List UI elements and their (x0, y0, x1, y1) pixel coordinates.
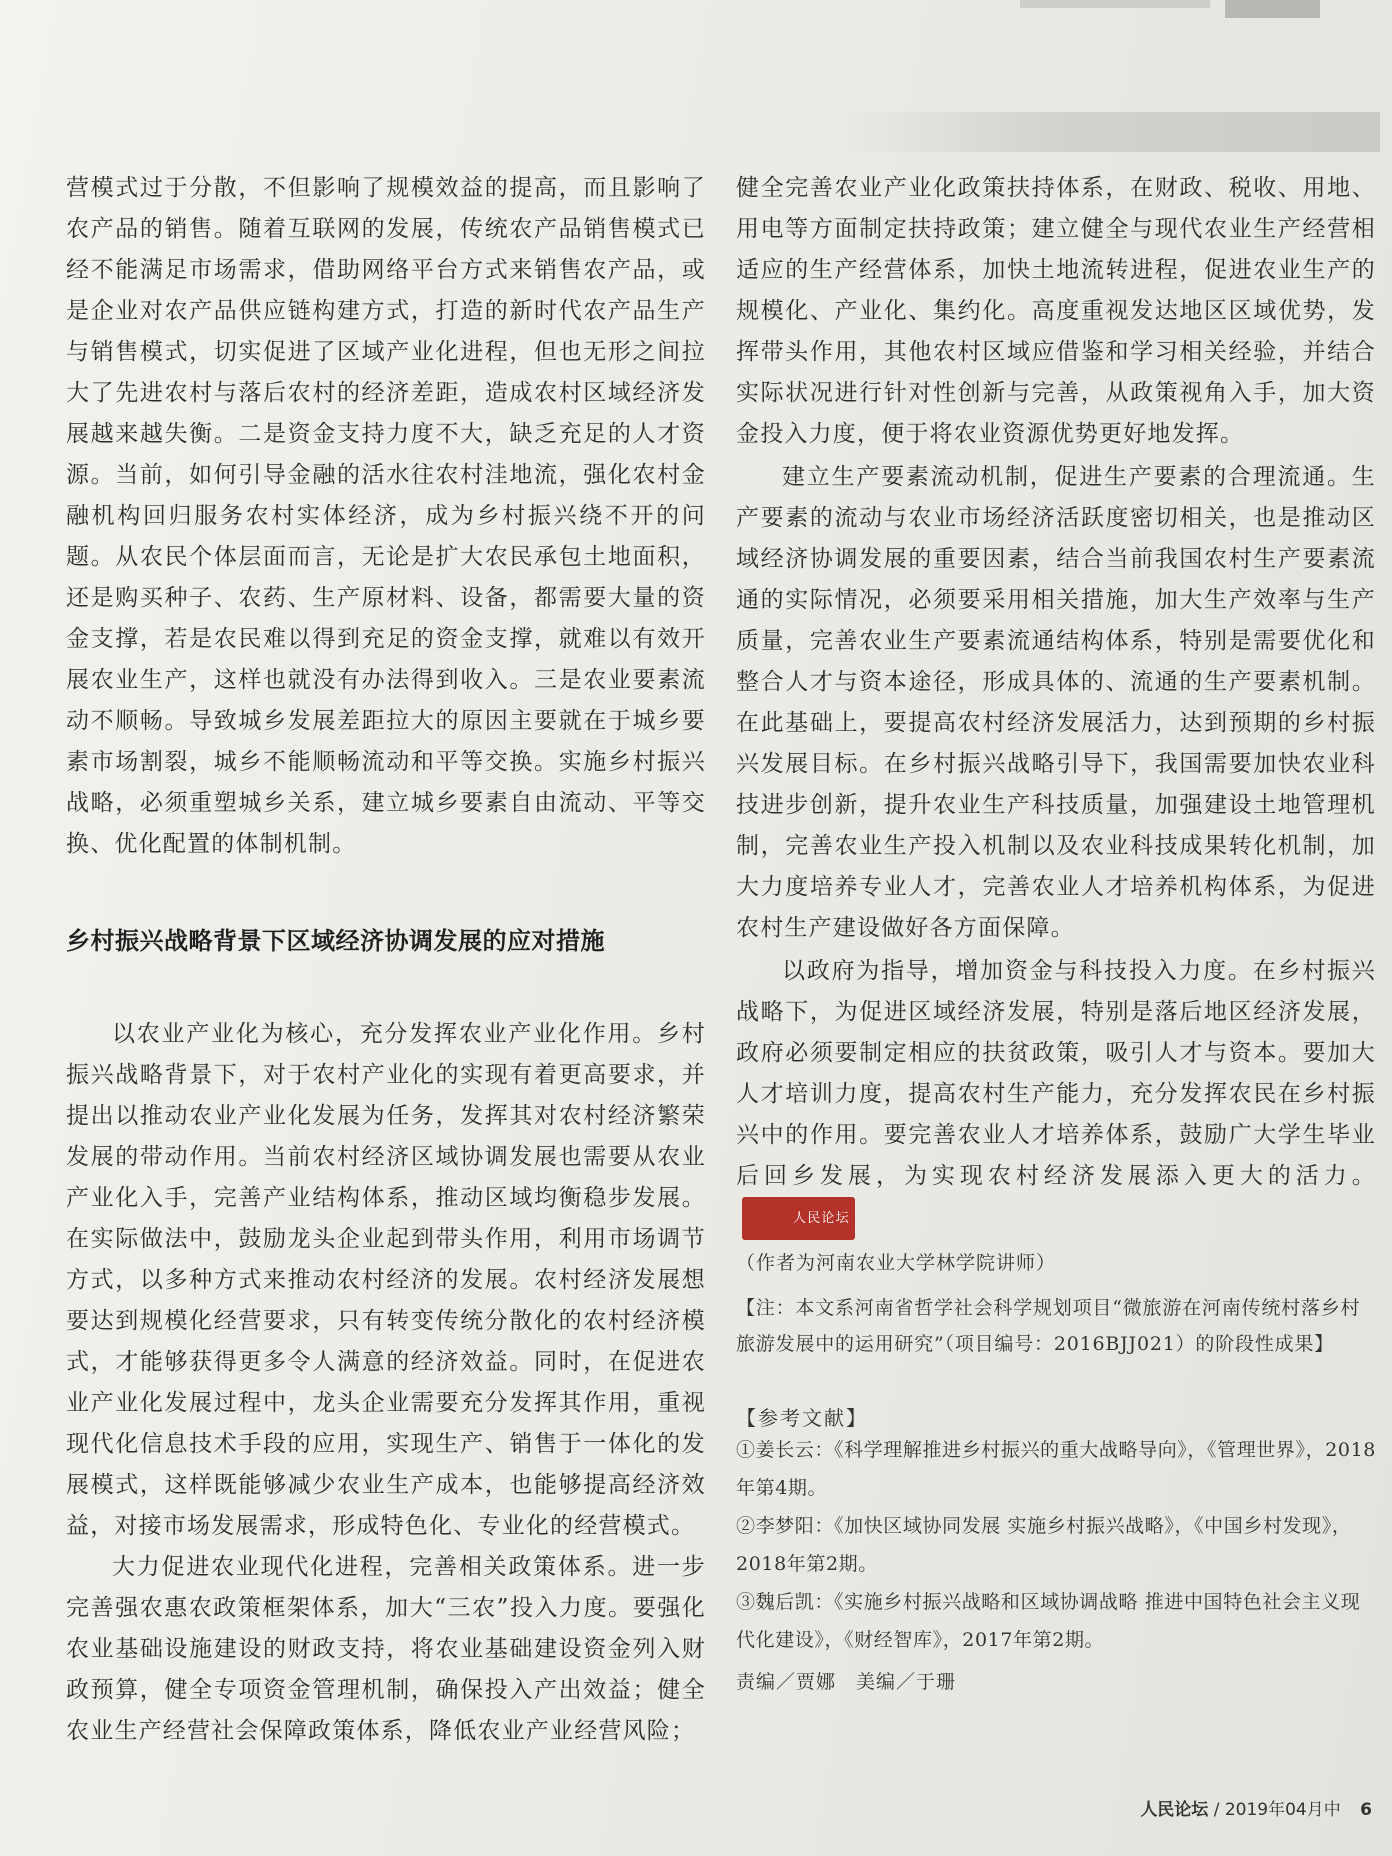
author-note: （作者为河南农业大学林学院讲师） (736, 1252, 1057, 1274)
left-paragraph-2: 以农业产业化为核心，充分发挥农业产业化作用。乡村振兴战略背景下，对于农村产业化的实现有着更高要求，并提出以推动农业产业化发展为任务，发挥其对农村经济繁荣发展的带动作用。当前农村经济区域协调发展也需要从农业产业化入手，完善产业结构体系，推动区域均衡稳步发展。在实际做法中，鼓励龙头企业起到带头作用，利用市场调节方式，以多种方式来推动农村经济的发展。农村经济发展想要达到规模化经营要求，只有转变传统分散化的农村经济模式，才能够获得更多令人满意的经济效益。同时，在促进农业产业化发展过程中，龙头企业需要充分发挥其作用，重视现代化信息技术手段的应用，实现生产、销售于一体化的发展模式，这样既能够减少农业生产成本，也能够提高经济效益，对接市场发展需求，形成特色化、专业化的经营模式。 (66, 1021, 706, 1539)
left-paragraph-3: 大力促进农业现代化进程，完善相关政策体系。进一步完善强农惠农政策框架体系，加大“三农”投入力度。要强化农业基础设施建设的财政支持，将农业基础建设资金列入财政预算，健全专项资金管理机制，确保投入产出效益；健全农业生产经营社会保障政策体系，降低农业产业经营风险； (66, 1554, 706, 1744)
page-footer (1140, 1795, 1372, 1820)
page-number: 6 (1360, 1800, 1372, 1820)
right-paragraph-1: 健全完善农业产业化政策扶持体系，在财政、税收、用地、用电等方面制定扶持政策；建立健全与现代农业生产经营相适应的生产经营体系，加快土地流转进程，促进农业生产的规模化、产业化、集约化。高度重视发达地区区域优势，发挥带头作用，其他农村区域应借鉴和学习相关经验，并结合实际状况进行针对性创新与完善，从政策视角入手，加大资金投入力度，便于将农业资源优势更好地发挥。 (736, 175, 1376, 447)
left-paragraph-1: 营模式过于分散，不但影响了规模效益的提高，而且影响了农产品的销售。随着互联网的发展，传统农产品销售模式已经不能满足市场需求，借助网络平台方式来销售农产品，或是企业对农产品供应链构建方式，打造的新时代农产品生产与销售模式，切实促进了区域产业化进程，但也无形之间拉大了先进农村与落后农村的经济差距，造成农村区域经济发展越来越失衡。二是资金支持力度不大，缺乏充足的人才资源。当前，如何引导金融的活水往农村洼地流，强化农村金融机构回归服务农村实体经济，成为乡村振兴绕不开的问题。从农民个体层面而言，无论是扩大农民承包土地面积，还是购买种子、农药、生产原材料、设备，都需要大量的资金支撑，若是农民难以得到充足的资金支撑，就难以有效开展农业生产，这样也就没有办法得到收入。三是农业要素流动不顺畅。导致城乡发展差距拉大的原因主要就在于城乡要素市场割裂，城乡不能顺畅流动和平等交换。实施乡村振兴战略，必须重塑城乡关系，建立城乡要素自由流动、平等交换、优化配置的体制机制。 (66, 175, 706, 857)
right-paragraph-2: 建立生产要素流动机制，促进生产要素的合理流通。生产要素的流动与农业市场经济活跃度密切相关，也是推动区域经济协调发展的重要因素，结合当前我国农村生产要素流通的实际情况，必须要采用相关措施，加大生产效率与生产质量，完善农业生产要素流通结构体系，特别是需要优化和整合人才与资本途径，形成具体的、流通的生产要素机制。在此基础上，要提高农村经济发展活力，达到预期的乡村振兴发展目标。在乡村振兴战略引导下，我国需要加快农业科技进步创新，提升农业生产科技质量，加强建设土地管理机制，完善农业生产投入机制以及农业科技成果转化机制，加大力度培养专业人才，完善农业人才培养机构体系，为促进农村生产建设做好各方面保障。 (736, 464, 1376, 941)
footer-issue: / 2019年04月中 (1213, 1800, 1341, 1820)
references-title: 【参考文献】 (736, 1406, 868, 1430)
header-mark-light (1020, 0, 1210, 8)
right-paragraph-3-text: 以政府为指导，增加资金与科技投入力度。在乡村振兴战略下，为促进区域经济发展，特别是落后地区经济发展，政府必须要制定相应的扶贫政策，吸引人才与资本。要加大人才培训力度，提高农村生产能力，充分发挥农民在乡村振兴中的作用。要完善农业人才培养体系，鼓励广大学生毕业后回乡发展，为实现农村经济发展添入更大的活力。 (736, 958, 1376, 1189)
publication-stamp: 人民论坛 (742, 1197, 855, 1240)
right-column (736, 168, 1376, 1701)
editors-line: 责编／贾娜 美编／于珊 (736, 1671, 957, 1693)
reference-item: ②李梦阳：《加快区域协同发展 实施乡村振兴战略》，《中国乡村发现》，2018年第2期。 (736, 1515, 1352, 1575)
right-paragraph-3 (736, 951, 1376, 1240)
footer-magazine-name: 人民论坛 (1140, 1800, 1209, 1820)
show-through-title (840, 112, 1380, 152)
reference-item: ①姜长云：《科学理解推进乡村振兴的重大战略导向》，《管理世界》，2018年第4期。 (736, 1439, 1376, 1499)
header-mark (1225, 0, 1320, 18)
left-column (66, 168, 706, 1752)
reference-item: ③魏后凯：《实施乡村振兴战略和区域协调战略 推进中国特色社会主义现代化建设》，《财经智库》，2017年第2期。 (736, 1591, 1361, 1651)
funding-note: 【注：本文系河南省哲学社会科学规划项目“微旅游在河南传统村落乡村旅游发展中的运用研究”（项目编号：2016BJJ021）的阶段性成果】 (736, 1297, 1361, 1355)
section-heading: 乡村振兴战略背景下区域经济协调发展的应对措施 (66, 927, 605, 955)
